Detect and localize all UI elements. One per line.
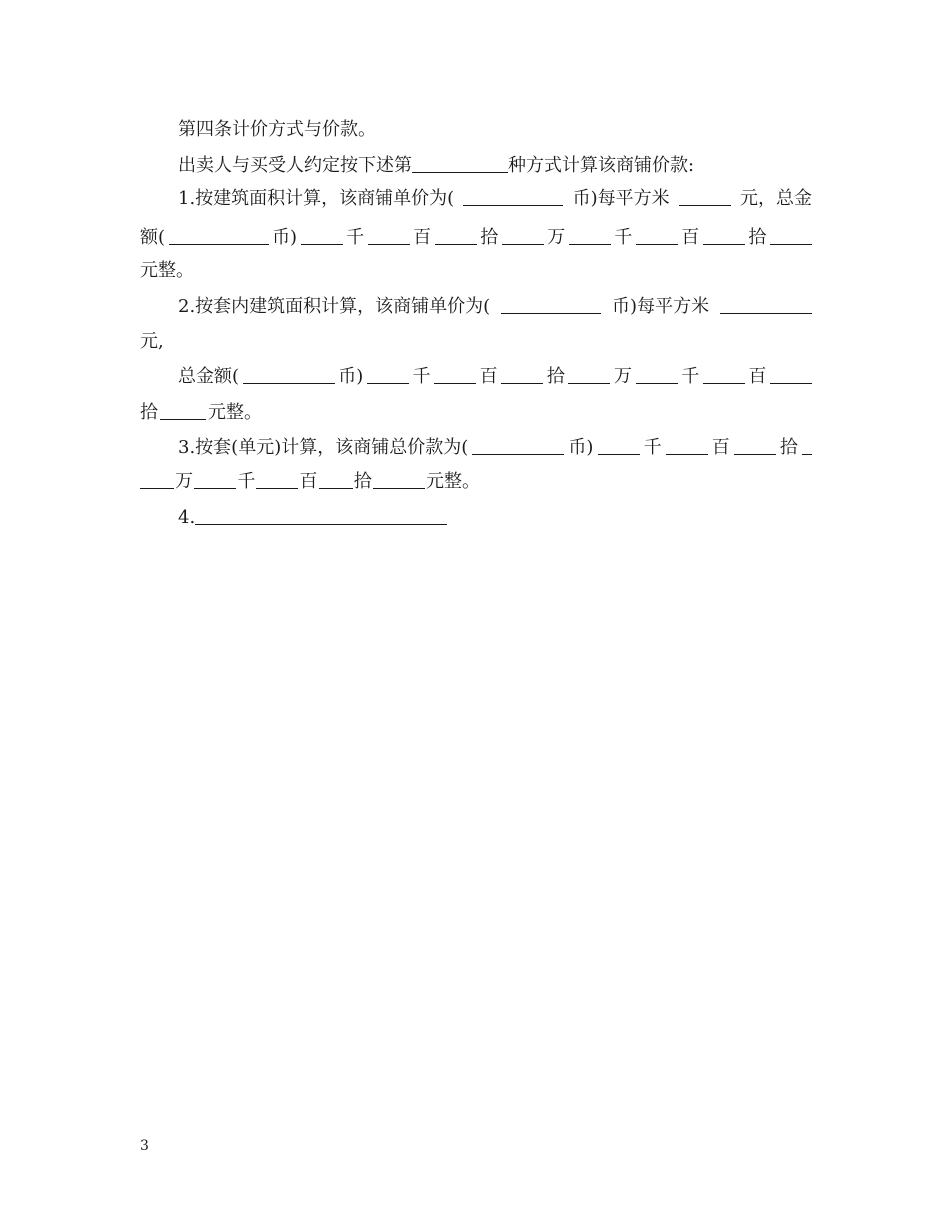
- item1-text-b: 币)每平方米: [572, 188, 670, 209]
- item1-text-e: 额(: [140, 227, 166, 248]
- item4-line: [178, 506, 812, 530]
- amount-blank[interactable]: [160, 401, 206, 420]
- unit-bai: 百: [413, 227, 432, 248]
- item3-text-b: 币): [568, 437, 594, 458]
- unit-bai: 百: [748, 366, 767, 387]
- item1-unit-price-blank[interactable]: [679, 187, 731, 206]
- item4-blank[interactable]: [195, 506, 447, 525]
- unit-qian: 千: [412, 366, 431, 387]
- item4-label: 4.: [178, 507, 196, 528]
- item1-currency-blank[interactable]: [463, 187, 563, 206]
- amount-blank[interactable]: [802, 436, 812, 455]
- item1-text-a: 1.按建筑面积计算，该商铺单价为(: [178, 188, 455, 209]
- unit-bai: 百: [479, 366, 498, 387]
- amount-blank[interactable]: [568, 365, 610, 384]
- item1-text-c: 元，总金: [739, 188, 812, 209]
- unit-shi: 拾: [546, 366, 565, 387]
- item3-currency-blank[interactable]: [472, 436, 564, 455]
- unit-wan: 万: [614, 366, 632, 387]
- method-number-blank[interactable]: [412, 154, 508, 173]
- intro-text-a: 出卖人与买受人约定按下述第: [178, 155, 412, 176]
- item3-end: 元整。: [425, 471, 480, 492]
- amount-blank[interactable]: [140, 470, 174, 489]
- amount-blank[interactable]: [434, 365, 476, 384]
- article-heading: 第四条计价方式与价款。: [178, 119, 376, 140]
- item1-total-currency-blank[interactable]: [169, 226, 269, 245]
- amount-blank[interactable]: [598, 436, 640, 455]
- item2-end: 元整。: [208, 402, 262, 423]
- item1-text-f: 币): [272, 227, 298, 248]
- unit-shi: 拾: [779, 437, 798, 458]
- item2-line3: [178, 365, 812, 389]
- amount-blank[interactable]: [501, 365, 543, 384]
- unit-bai: 百: [711, 437, 730, 458]
- amount-blank[interactable]: [435, 226, 477, 245]
- unit-qian: 千: [346, 227, 365, 248]
- amount-blank[interactable]: [636, 226, 678, 245]
- amount-blank[interactable]: [373, 470, 425, 489]
- item3-text-a: 3.按套(单元)计算，该商铺总价款为(: [178, 437, 469, 458]
- unit-shi: 拾: [353, 471, 372, 492]
- amount-blank[interactable]: [770, 226, 812, 245]
- item2-line2: 元,: [140, 331, 164, 352]
- amount-blank[interactable]: [703, 226, 745, 245]
- amount-blank[interactable]: [636, 365, 678, 384]
- amount-blank[interactable]: [770, 365, 812, 384]
- item2-unit-price-blank[interactable]: [720, 295, 812, 314]
- item2-text-c: 总金额(: [178, 366, 240, 387]
- amount-blank[interactable]: [256, 470, 298, 489]
- intro-text-b: 种方式计算该商铺价款:: [508, 155, 695, 176]
- unit-qian: 千: [614, 227, 633, 248]
- unit-bai: 百: [681, 227, 700, 248]
- amount-blank[interactable]: [703, 365, 745, 384]
- intro-line: [178, 154, 812, 178]
- item2-text-a: 2.按套内建筑面积计算，该商铺单价为(: [178, 296, 491, 317]
- unit-bai: 百: [299, 471, 318, 492]
- unit-wan: 万: [175, 471, 194, 492]
- item1-line3: 元整。: [140, 260, 194, 281]
- amount-blank[interactable]: [734, 436, 776, 455]
- item2-text-b: 币)每平方米: [612, 296, 710, 317]
- amount-blank[interactable]: [301, 226, 343, 245]
- amount-blank[interactable]: [368, 226, 410, 245]
- unit-qian: 千: [237, 471, 256, 492]
- amount-blank[interactable]: [367, 365, 409, 384]
- unit-qian: 千: [681, 366, 700, 387]
- amount-blank[interactable]: [569, 226, 611, 245]
- unit-shi: 拾: [140, 402, 158, 423]
- item2-line1: [178, 295, 812, 319]
- unit-wan: 万: [547, 227, 566, 248]
- page-number: 3: [140, 1138, 149, 1154]
- item1-line1: [178, 187, 812, 211]
- item1-line2: [140, 226, 812, 250]
- unit-shi: 拾: [748, 227, 767, 248]
- unit-qian: 千: [643, 437, 662, 458]
- amount-blank[interactable]: [666, 436, 708, 455]
- amount-blank[interactable]: [194, 470, 236, 489]
- item2-currency-blank[interactable]: [501, 295, 601, 314]
- amount-blank[interactable]: [319, 470, 353, 489]
- item2-line4: [140, 401, 812, 425]
- item2-total-currency-blank[interactable]: [243, 365, 335, 384]
- item3-line1: [178, 436, 812, 460]
- unit-shi: 拾: [480, 227, 499, 248]
- amount-blank[interactable]: [502, 226, 544, 245]
- item3-line2: [140, 470, 480, 494]
- item2-text-d: 币): [338, 366, 364, 387]
